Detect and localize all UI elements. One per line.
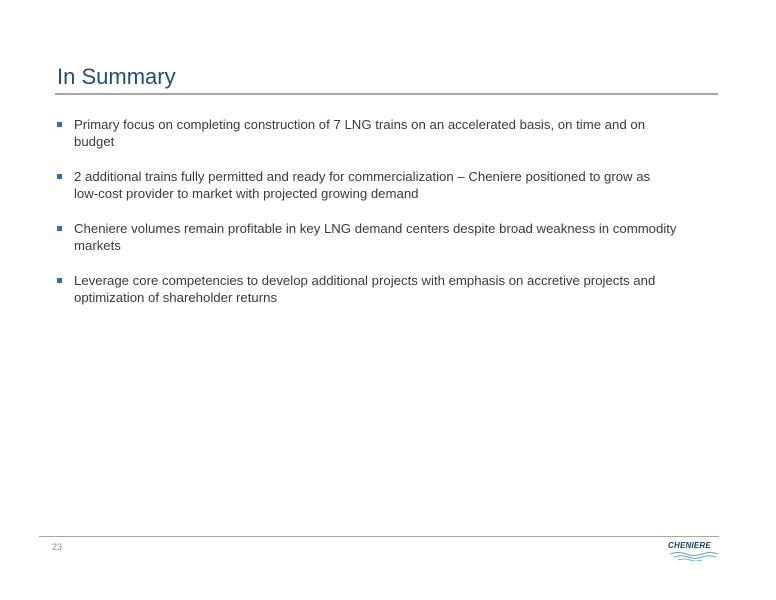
- cheniere-logo: [668, 541, 720, 563]
- bullet-text: Leverage core competencies to develop additional projects with emphasis on accretive projects and optimization of shareholder returns: [74, 273, 656, 305]
- footer-divider: [39, 536, 719, 537]
- slide-title: In Summary: [57, 64, 176, 89]
- bullet-list: [57, 116, 677, 324]
- square-bullet-icon: [57, 278, 62, 283]
- bullet-item: [57, 220, 677, 254]
- bullet-item: [57, 168, 677, 202]
- bullet-text: 2 additional trains fully permitted and ready for commercialization – Cheniere positioned to grow as low-cost provider to market with projected growing demand: [74, 169, 651, 201]
- page-number: 23: [52, 542, 63, 552]
- bullet-text: Primary focus on completing construction of 7 LNG trains on an accelerated basis, on time and on budget: [74, 117, 646, 149]
- square-bullet-icon: [57, 174, 62, 179]
- square-bullet-icon: [57, 122, 62, 127]
- bullet-item: [57, 272, 677, 306]
- bullet-text: Cheniere volumes remain profitable in key LNG demand centers despite broad weakness in commodity markets: [74, 221, 677, 253]
- cheniere-wave-logo-icon: [668, 551, 720, 561]
- square-bullet-icon: [57, 226, 62, 231]
- logo-wordmark: CHENIERE: [668, 541, 711, 550]
- bullet-item: [57, 116, 677, 150]
- title-divider: [55, 93, 718, 95]
